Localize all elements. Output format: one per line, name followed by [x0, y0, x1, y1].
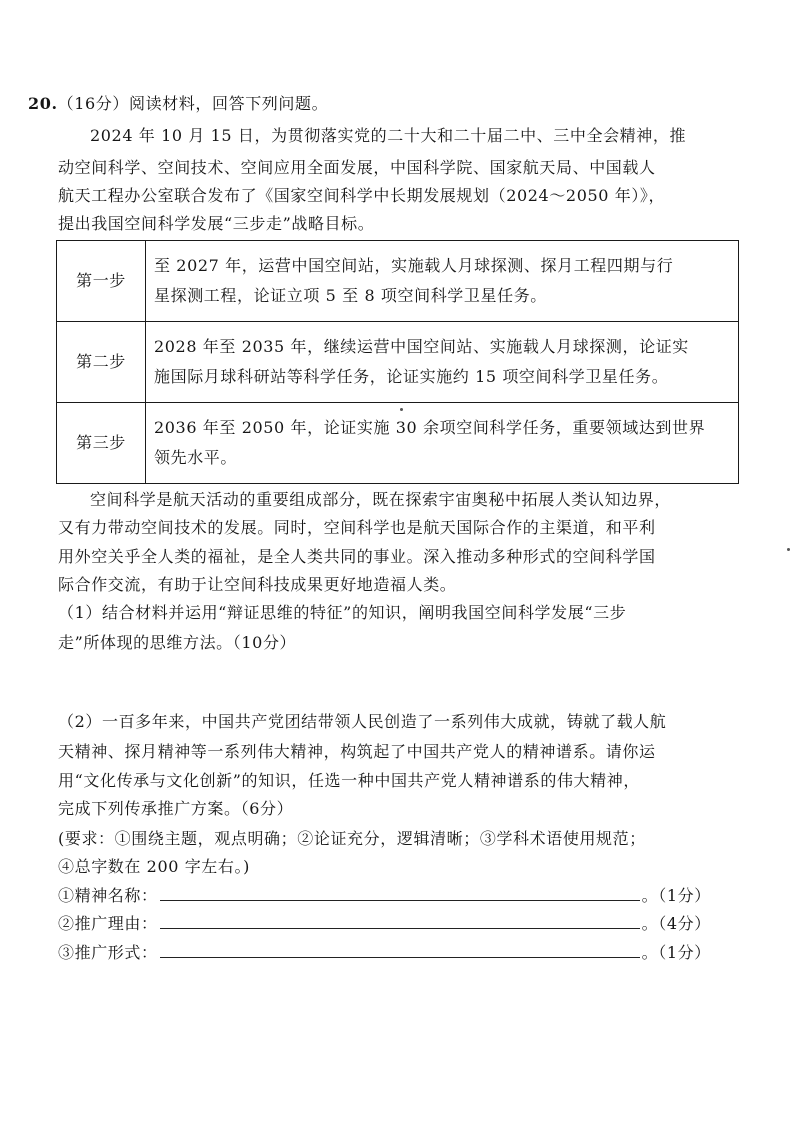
blank-end: 。 — [641, 914, 659, 933]
material-line-2: 又有力带动空间技术的发展。同时，空间科学也是航天国际合作的主渠道，和平利 — [58, 518, 656, 537]
blank-score: （1分） — [658, 886, 711, 905]
scan-speck — [787, 548, 790, 551]
subquestion-2-line-1: （2）一百多年来，中国共产党团结带领人民创造了一系列伟大成就，铸就了载人航 — [58, 712, 667, 731]
step-content-line: 2028 年至 2035 年，继续运营中国空间站、实施载人月球探测，论证实 — [154, 337, 689, 356]
blank-label: ①精神名称： — [58, 886, 158, 905]
intro-line-2: 动空间科学、空间技术、空间应用全面发展，中国科学院、国家航天局、中国载人 — [58, 158, 656, 177]
intro-line-3: 航天工程办公室联合发布了《国家空间科学中长期发展规划（2024～2050 年）》， — [58, 186, 666, 205]
step-content-line: 领先水平。 — [154, 448, 238, 467]
requirements-line-2: ④总字数在 200 字左右。) — [58, 857, 250, 876]
intro-line-4: 提出我国空间科学发展“三步走”战略目标。 — [58, 214, 375, 233]
scan-speck — [400, 408, 403, 411]
step-content — [146, 322, 739, 403]
step-content-line: 2036 年至 2050 年，论证实施 30 余项空间科学任务，重要领域达到世界 — [154, 418, 706, 437]
step-content — [146, 403, 739, 484]
blank-end: 。 — [641, 886, 659, 905]
material-line-4: 际合作交流，有助于让空间科技成果更好地造福人类。 — [58, 575, 457, 594]
answer-blank-spirit-name[interactable] — [160, 884, 640, 901]
subquestion-2-line-3: 用“文化传承与文化创新”的知识，任选一种中国共产党人精神谱系的伟大精神， — [58, 771, 640, 790]
step-label: 第一步 — [57, 241, 146, 322]
table-row — [57, 322, 739, 403]
answer-blank-form[interactable] — [160, 941, 640, 958]
material-line-1: 空间科学是航天活动的重要组成部分，既在探索宇宙奥秘中拓展人类认知边界， — [90, 490, 672, 509]
subquestion-1-line-2: 走”所体现的思维方法。（10分） — [58, 633, 297, 652]
material-line-3: 用外空关乎全人类的福祉，是全人类共同的事业。深入推动多种形式的空间科学国 — [58, 547, 656, 566]
step-content-line: 至 2027 年，运营中国空间站，实施载人月球探测、探月工程四期与行 — [154, 256, 674, 275]
answer-row-reason — [58, 912, 711, 936]
step-content-line: 星探测工程，论证立项 5 至 8 项空间科学卫星任务。 — [154, 286, 547, 305]
table-row — [57, 241, 739, 322]
subquestion-2-line-2: 天精神、探月精神等一系列伟大精神，构筑起了中国共产党人的精神谱系。请你运 — [58, 742, 656, 761]
intro-line-1: 2024 年 10 月 15 日，为贯彻落实党的二十大和二十届二中、三中全会精神，推 — [90, 126, 687, 145]
question-header-text: （16分）阅读材料，回答下列问题。 — [57, 94, 329, 113]
question-header — [28, 92, 328, 116]
strategy-steps-table — [56, 240, 739, 484]
blank-score: （4分） — [658, 914, 711, 933]
step-content — [146, 241, 739, 322]
step-label: 第三步 — [57, 403, 146, 484]
step-content-line: 施国际月球科研站等科学任务，论证实施约 15 项空间科学卫星任务。 — [154, 367, 669, 386]
blank-label: ②推广理由： — [58, 914, 158, 933]
step-label: 第二步 — [57, 322, 146, 403]
blank-end: 。 — [641, 943, 659, 962]
requirements-line-1: (要求：①围绕主题，观点明确；②论证充分，逻辑清晰；③学科术语使用规范； — [58, 829, 646, 848]
answer-row-form — [58, 941, 711, 965]
table-row — [57, 403, 739, 484]
subquestion-1-line-1: （1）结合材料并运用“辩证思维的特征”的知识，阐明我国空间科学发展“三步 — [58, 603, 627, 622]
subquestion-2-line-4: 完成下列传承推广方案。（6分） — [58, 799, 294, 818]
answer-row-spirit-name — [58, 884, 711, 908]
answer-blank-reason[interactable] — [160, 912, 640, 929]
blank-label: ③推广形式： — [58, 943, 158, 962]
question-number: 20. — [28, 94, 58, 113]
blank-score: （1分） — [658, 943, 711, 962]
